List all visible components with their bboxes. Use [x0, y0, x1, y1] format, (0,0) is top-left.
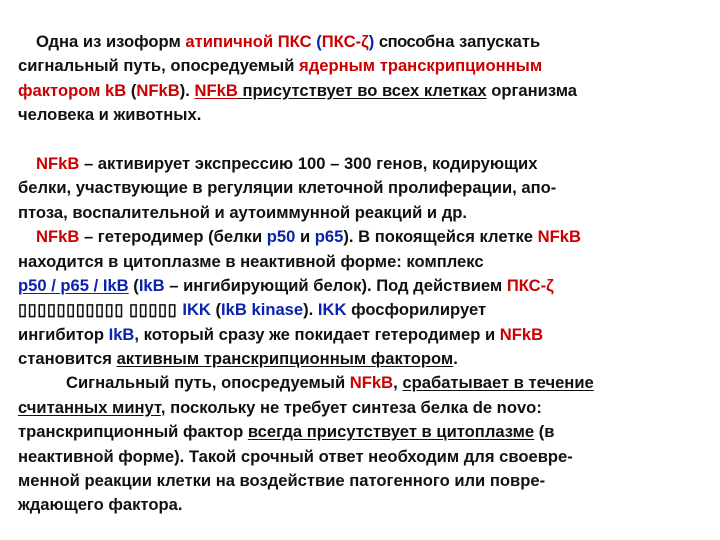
text-line: [18, 371, 702, 395]
text-line: [18, 201, 702, 225]
text-segment: , который сразу же покидает гетеродимер и: [134, 324, 500, 344]
highlight-term: ПКС-ζ: [321, 32, 369, 51]
text-line: [18, 347, 702, 371]
text-line: [18, 250, 702, 274]
text-segment: , поскольку не требует синтеза белка de novo:: [160, 397, 542, 417]
highlight-term: kB: [105, 80, 127, 100]
text-line: [18, 225, 702, 249]
text-line: [18, 30, 702, 54]
text-segment: (: [126, 80, 137, 100]
highlight-term: NFkB: [194, 80, 238, 100]
text-segment: .: [453, 349, 458, 369]
highlight-term: NFkB: [36, 153, 80, 173]
text-line: [18, 493, 702, 517]
text-segment: ). В покоящейся клетке: [343, 227, 538, 247]
highlight-term: фактором: [18, 80, 106, 100]
text-segment: ждающего фактора.: [18, 495, 183, 515]
protein-term: p50: [266, 227, 296, 247]
text-segment: становится: [18, 349, 117, 369]
paragraph-gap: [18, 128, 702, 152]
highlight-term: атипичной ПКС: [185, 32, 312, 51]
text-line: [18, 54, 702, 78]
text-line: [18, 176, 702, 200]
text-line: [18, 298, 702, 322]
text-segment: всегда присутствует в цитоплазме: [247, 422, 535, 442]
text-line: [18, 152, 702, 176]
text-segment: Одна из изоформ: [36, 32, 186, 51]
highlight-term: ядерным транскрипционным: [299, 56, 543, 76]
protein-term: (: [311, 32, 322, 51]
protein-term: IKK: [317, 300, 347, 320]
text-segment: присутствует во всех клетках: [237, 80, 487, 100]
highlight-term: NFkB: [136, 80, 180, 100]
text-segment: ).: [303, 300, 318, 320]
text-segment: и: [295, 227, 315, 247]
protein-term: p50 / p65 / IkB: [18, 275, 129, 295]
text-segment: птоза, воспалительной и аутоиммунной реакций и др.: [18, 202, 467, 222]
text-segment: бна запускать: [424, 32, 541, 51]
text-line: [18, 323, 702, 347]
text-segment: ).: [179, 80, 195, 100]
document-body: [18, 30, 702, 518]
text-segment: сигнальный путь, опосредуемый: [18, 56, 300, 76]
highlight-term: ПКС-ζ: [506, 275, 554, 295]
text-segment: ▯▯▯▯▯▯▯▯▯▯▯ ▯▯▯▯▯: [18, 300, 183, 320]
text-segment: (: [128, 275, 139, 295]
text-segment: (в: [534, 422, 555, 442]
text-segment: фосфорилирует: [346, 300, 487, 320]
text-line: [18, 79, 702, 103]
text-segment: (: [210, 300, 222, 320]
text-line: [18, 103, 702, 127]
protein-term: ): [368, 32, 375, 51]
text-line: [18, 396, 702, 420]
text-segment: ,: [393, 373, 403, 393]
protein-term: IkB: [108, 324, 135, 344]
protein-term: IkB kinase: [221, 300, 304, 320]
text-segment: человека и животных.: [18, 105, 202, 125]
text-segment: – гетеродимер (белки: [79, 227, 267, 247]
highlight-term: NFkB: [36, 227, 80, 247]
text-segment: активным транскрипционным фактором: [116, 349, 454, 369]
protein-term: IKK: [182, 300, 211, 320]
highlight-term: NFkB: [537, 227, 581, 247]
text-line: [18, 274, 702, 298]
protein-term: p65: [314, 227, 344, 247]
text-segment: менной реакции клетки на воздействие патогенного или повре-: [18, 471, 546, 491]
text-segment: – ингибирующий белок). Под действием: [164, 275, 507, 295]
highlight-term: NFkB: [499, 324, 544, 344]
text-segment: неактивной форме). Такой срочный ответ необходим для своевре-: [18, 446, 573, 466]
text-line: [18, 469, 702, 493]
text-segment: организма: [486, 80, 577, 100]
text-segment: транскрипционный фактор: [18, 422, 248, 442]
text-segment: белки, участвующие в регуляции клеточной пролиферации, апо-: [18, 178, 557, 198]
text-segment: – активирует экспрессию 100 – 300 генов, кодирующих: [79, 153, 538, 173]
text-segment: спосо: [378, 32, 425, 51]
text-line: [18, 445, 702, 469]
text-segment: находится в цитоплазме в неактивной форме: комплекс: [18, 251, 484, 271]
text-segment: ингибитор: [18, 324, 109, 344]
text-segment: Сигнальный путь, опосредуемый: [66, 373, 350, 393]
text-line: [18, 420, 702, 444]
highlight-term: NFkB: [349, 373, 394, 393]
protein-term: IkB: [138, 275, 165, 295]
text-segment: считанных минут: [18, 397, 161, 417]
text-segment: срабатывает в течение: [402, 373, 594, 393]
